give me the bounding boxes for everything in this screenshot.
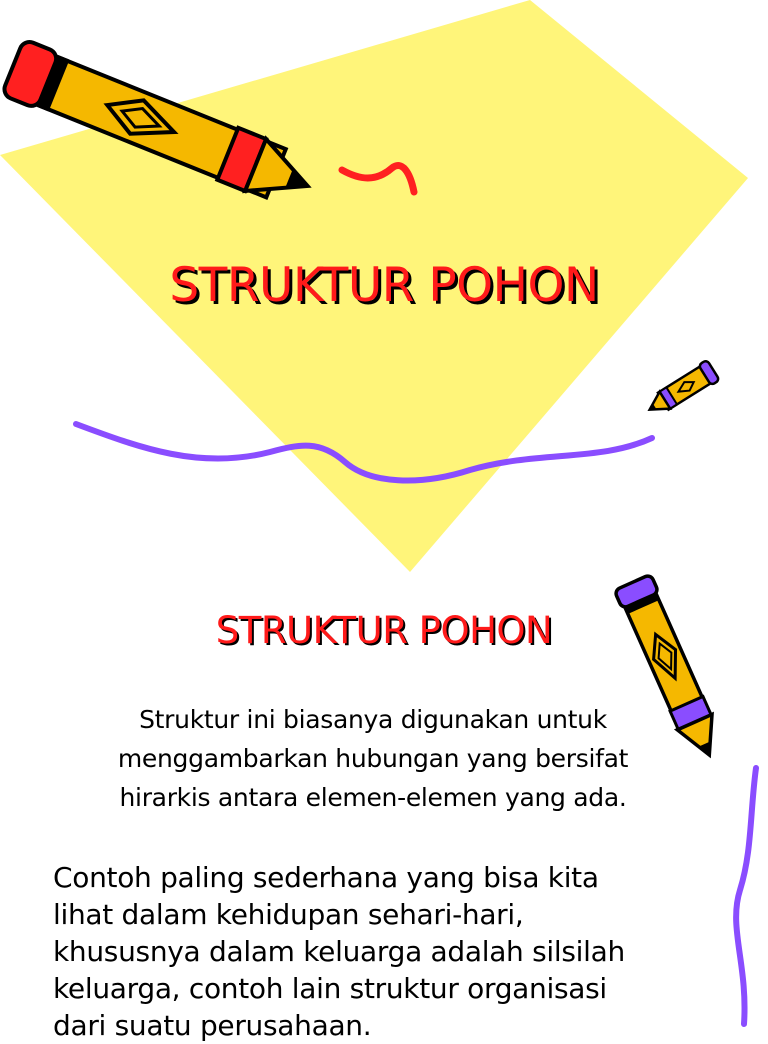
paragraph-line: Contoh paling sederhana yang bisa kita — [53, 861, 599, 894]
paragraph-line: keluarga, contoh lain struktur organisasi — [53, 972, 607, 1005]
slide-1-title: STRUKTUR POHON — [169, 258, 599, 313]
content-slide — [0, 572, 768, 1042]
definition-paragraph — [0, 700, 746, 817]
paragraph-line: khususnya dalam keluarga adalah silsilah — [53, 935, 625, 968]
pencil-icon — [643, 360, 719, 420]
paragraph-line: dari suatu perusahaan. — [53, 1009, 372, 1042]
paragraph-line: hirarkis antara elemen-elemen yang ada. — [119, 783, 627, 812]
slide-2-title: STRUKTUR POHON — [215, 609, 553, 652]
example-paragraph — [53, 859, 625, 1044]
paragraph-line: Struktur ini biasanya digunakan untuk — [139, 705, 607, 734]
paragraph-line: menggambarkan hubungan yang bersifat — [117, 744, 629, 773]
paragraph-line: lihat dalam kehidupan sehari-hari, — [53, 898, 524, 931]
